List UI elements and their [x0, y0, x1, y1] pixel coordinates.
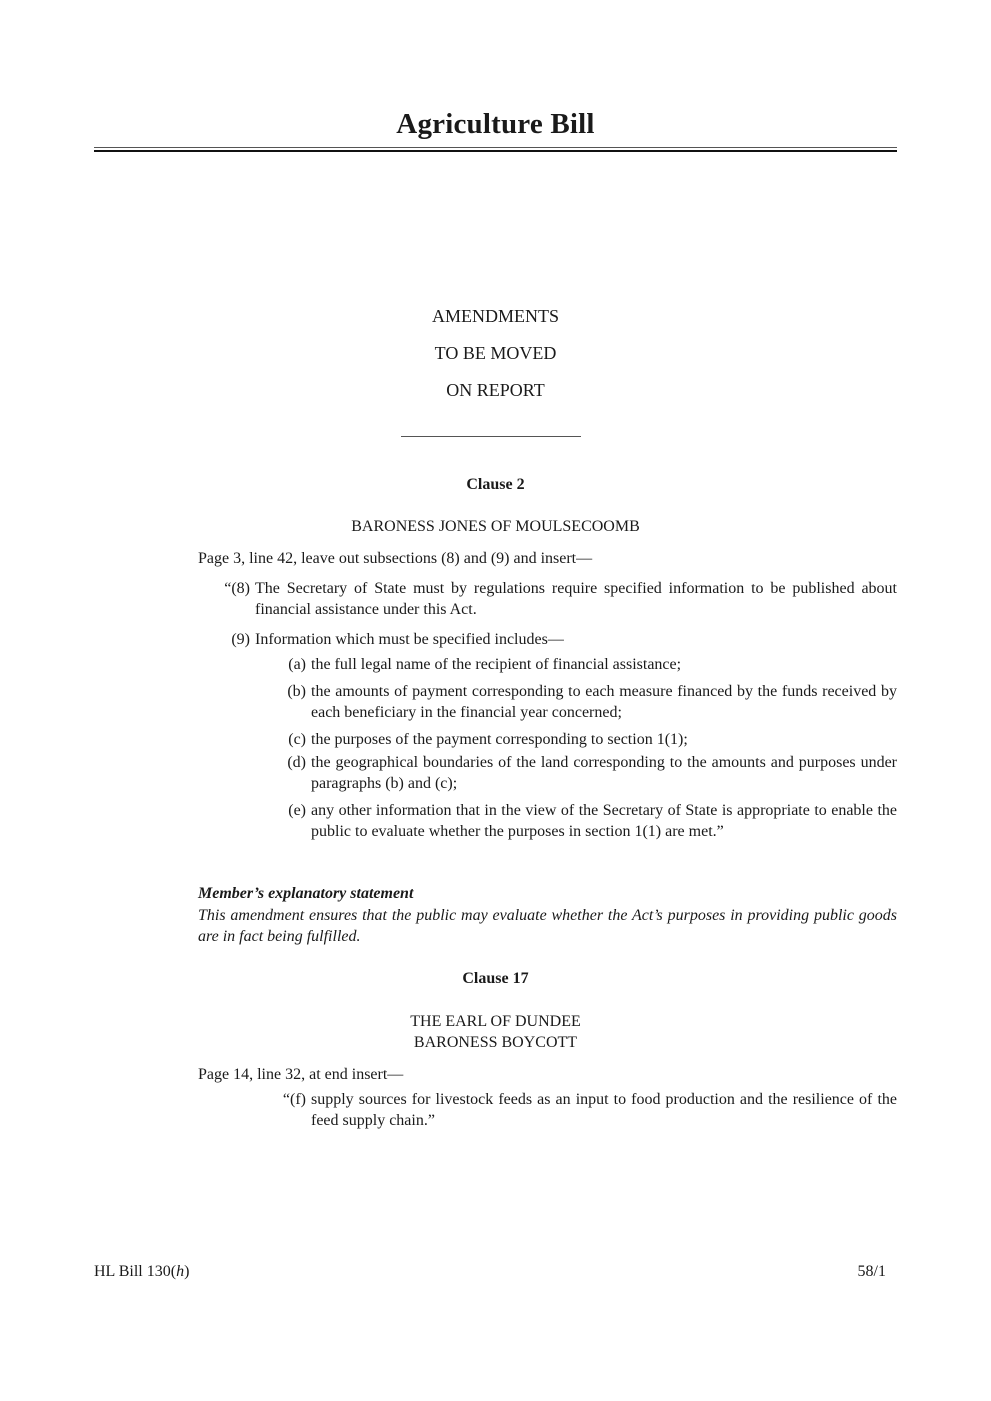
page-reference: 58/1	[857, 1263, 886, 1280]
paragraph-label: (d)	[287, 754, 306, 771]
bill-number-prefix: HL Bill 130(	[94, 1263, 177, 1280]
paragraph-text: supply sources for livestock feeds as an input to food production and the resilience of the feed supply chain.”	[311, 1091, 897, 1129]
member-name: BARONESS BOYCOTT	[413, 1034, 578, 1051]
paragraph-label: (b)	[287, 683, 306, 700]
member-name: THE EARL OF DUNDEE	[410, 1013, 581, 1030]
paragraph-text: the amounts of payment corresponding to each measure financed by the funds received by each beneficiary in the financial year concerned;	[311, 683, 897, 721]
title-rule-thin	[94, 147, 897, 148]
document-title: Agriculture Bill	[396, 108, 595, 140]
subsection-number: “(8)	[224, 580, 250, 597]
paragraph-label: (e)	[288, 802, 306, 819]
heading-on-report: ON REPORT	[446, 380, 545, 400]
paragraph-label: (c)	[288, 731, 306, 748]
paragraph-text: the geographical boundaries of the land corresponding to the amounts and purposes under paragraphs (b) and (c);	[311, 754, 897, 792]
paragraph-label: “(f)	[282, 1091, 306, 1108]
subsection-text: Information which must be specified includes—	[255, 631, 564, 648]
bill-number	[94, 1263, 189, 1281]
explanatory-statement-text: This amendment ensures that the public may evaluate whether the Act’s purposes in providing public goods are in fact being fulfilled.	[198, 907, 897, 945]
bill-number-close: )	[184, 1263, 190, 1280]
paragraph-label: (a)	[288, 656, 306, 673]
heading-divider	[401, 436, 581, 437]
clause-heading: Clause 2	[466, 476, 525, 493]
title-rule-thick	[94, 150, 897, 152]
paragraph-text: the purposes of the payment corresponding to section 1(1);	[311, 731, 688, 748]
paragraph-text: the full legal name of the recipient of financial assistance;	[311, 656, 682, 673]
member-name: BARONESS JONES OF MOULSECOOMB	[351, 518, 640, 535]
subsection-text: The Secretary of State must by regulations require specified information to be published about financial assistance under this Act.	[255, 580, 897, 618]
amendment-instruction: Page 3, line 42, leave out subsections (8) and (9) and insert—	[198, 550, 593, 567]
heading-to-be-moved: TO BE MOVED	[434, 343, 557, 363]
clause-heading: Clause 17	[462, 970, 529, 987]
explanatory-statement-heading: Member’s explanatory statement	[198, 885, 414, 902]
amendment-instruction: Page 14, line 32, at end insert—	[198, 1066, 404, 1083]
paragraph-text: any other information that in the view of the Secretary of State is appropriate to enable the public to evaluate whether the purposes in section 1(1) are met.”	[311, 802, 897, 840]
bill-number-suffix: h	[176, 1263, 185, 1280]
subsection-number: (9)	[231, 631, 250, 648]
heading-amendments: AMENDMENTS	[431, 306, 559, 326]
